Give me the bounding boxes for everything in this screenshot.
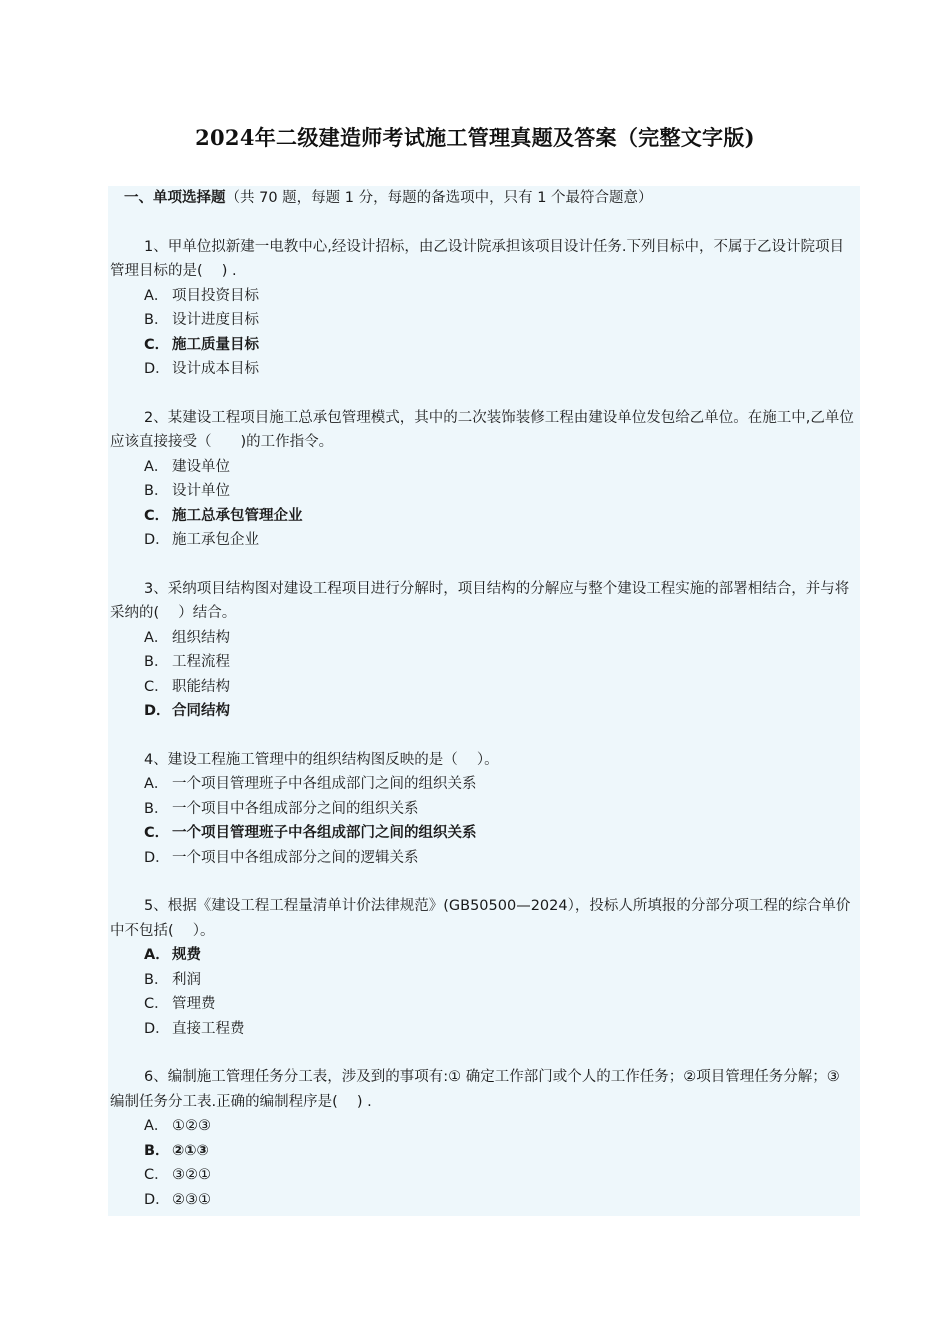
question-item (110, 894, 854, 1041)
answer-option (110, 504, 854, 529)
option-text: 直接工程费 (172, 1020, 245, 1037)
option-text: 设计成本目标 (172, 361, 259, 377)
section-description: （共 70 题，每题 1 分，每题的备选项中，只有 1 个最符合题意） (225, 190, 653, 206)
answer-option (110, 333, 854, 358)
answer-option (110, 968, 854, 993)
option-text: ②③① (172, 1191, 211, 1208)
answer-option (110, 1188, 854, 1213)
option-letter: A． (144, 1118, 169, 1134)
answer-option (110, 699, 854, 724)
option-text: 工程流程 (172, 654, 230, 670)
answer-option (110, 675, 854, 700)
option-text: 利润 (172, 971, 201, 988)
answer-option (110, 357, 854, 382)
option-letter: D． (144, 1191, 170, 1208)
answer-option (110, 455, 854, 480)
option-letter: A． (144, 776, 169, 792)
question-text: 1、甲单位拟新建一电教中心,经设计招标，由乙设计院承担该项目设计任务.下列目标中，不属于乙设计院项目管理目标的是( ) . (110, 238, 844, 279)
option-text: 设计进度目标 (172, 312, 259, 328)
option-text: 施工承包企业 (172, 532, 259, 548)
answer-option (110, 528, 854, 553)
option-letter: D． (144, 532, 170, 548)
question-text: 4、建设工程施工管理中的组织结构图反映的是（ ）。 (144, 751, 499, 768)
option-letter: C． (144, 678, 169, 695)
option-text: 施工质量目标 (172, 336, 259, 353)
question-item (110, 235, 854, 382)
option-text: 组织结构 (172, 629, 230, 646)
question-item (110, 748, 854, 871)
option-letter: B． (144, 971, 169, 988)
option-text: 建设单位 (172, 458, 230, 475)
answer-option (110, 943, 854, 968)
question-list (110, 235, 854, 1213)
answer-option (110, 308, 854, 333)
question-item (110, 406, 854, 553)
option-text: ②①③ (172, 1142, 209, 1159)
option-letter: A． (144, 629, 169, 646)
option-letter: A． (144, 947, 170, 963)
option-letter: D． (144, 361, 170, 377)
option-text: 一个项目中各组成部分之间的组织关系 (172, 800, 419, 817)
answer-option (110, 846, 854, 871)
option-text: 项目投资目标 (172, 287, 259, 304)
option-letter: C． (144, 507, 170, 524)
answer-option (110, 1163, 854, 1188)
question-text: 5、根据《建设工程工程量清单计价法律规范》(GB50500—2024），投标人所填报的分部分项工程的综合单价中不包括( ）。 (110, 898, 851, 939)
option-letter: B． (144, 800, 169, 817)
option-letter: B． (144, 1142, 170, 1159)
section-label: 一、单项选择题 (124, 190, 226, 206)
option-text: 职能结构 (172, 678, 230, 695)
option-text: 施工总承包管理企业 (172, 507, 303, 524)
option-text: ③②① (172, 1167, 211, 1183)
option-letter: B． (144, 312, 169, 328)
answer-option (110, 1139, 854, 1164)
answer-option (110, 1017, 854, 1042)
answer-option (110, 772, 854, 797)
option-text: 设计单位 (172, 483, 230, 499)
option-text: 合同结构 (172, 703, 230, 719)
option-letter: C． (144, 336, 170, 353)
option-letter: D． (144, 703, 171, 719)
option-letter: B． (144, 654, 169, 670)
option-text: 规费 (172, 947, 201, 963)
option-text: 管理费 (172, 996, 216, 1012)
option-letter: C． (144, 1167, 169, 1183)
answer-option (110, 992, 854, 1017)
option-text: ①②③ (172, 1118, 211, 1134)
option-letter: A． (144, 287, 169, 304)
question-text: 2、某建设工程项目施工总承包管理模式，其中的二次装饰装修工程由建设单位发包给乙单位。在施工中,乙单位应该直接接受（ )的工作指令。 (110, 409, 854, 450)
option-text: 一个项目管理班子中各组成部门之间的组织关系 (172, 776, 477, 792)
option-text: 一个项目中各组成部分之间的逻辑关系 (172, 849, 419, 866)
answer-option (110, 1114, 854, 1139)
option-letter: C． (144, 996, 169, 1012)
option-text: 一个项目管理班子中各组成部门之间的组织关系 (172, 825, 477, 841)
question-item (110, 1065, 854, 1212)
option-letter: B． (144, 483, 169, 499)
question-text: 6、编制施工管理任务分工表，涉及到的事项有:① 确定工作部门或个人的工作任务；②项目管理任务分解；③编制任务分工表.正确的编制程序是( ) . (110, 1069, 840, 1110)
question-text: 3、采纳项目结构图对建设工程项目进行分解时，项目结构的分解应与整个建设工程实施的部署相结合，并与将采纳的( ）结合。 (110, 580, 850, 621)
question-panel (108, 186, 860, 1216)
option-letter: D． (144, 1020, 170, 1037)
option-letter: C． (144, 825, 170, 841)
option-letter: D． (144, 849, 170, 866)
answer-option (110, 479, 854, 504)
document-title: 2024年二级建造师考试施工管理真题及答案（完整文字版) (195, 125, 755, 150)
question-item (110, 577, 854, 724)
option-letter: A． (144, 458, 169, 475)
answer-option (110, 821, 854, 846)
answer-option (110, 650, 854, 675)
answer-option (110, 797, 854, 822)
section-heading (110, 186, 854, 211)
answer-option (110, 284, 854, 309)
answer-option (110, 626, 854, 651)
